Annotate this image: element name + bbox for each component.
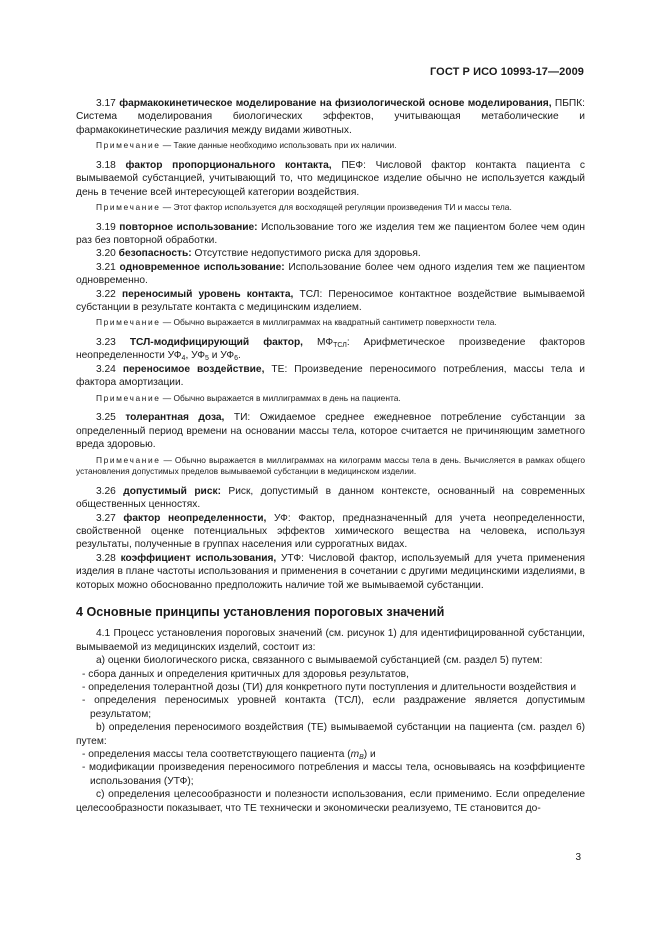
term-3-28: 3.28 коэффициент использования, УТФ: Числовой фактор, используемый для учета применения изделия в плане частоты использования и применения в сочетании с другими медицинскими изделиями, в которых можно обоснованно предположить наличие той же вымываемой субстанции. (76, 552, 585, 591)
term-3-25: 3.25 толерантная доза, ТИ: Ожидаемое среднее ежедневное потребление субстанции за определенный период времени на основании массы тела, которое считается не причиняющим заметного вреда здоровью. (76, 412, 585, 451)
list-item-b: b) определения переносимого воздействия (ТЕ) вымываемой субстанции на пациента (см. раздел 6) путем: (76, 722, 585, 747)
term-3-18: 3.18 фактор пропорционального контакта, ПЕФ: Числовой фактор контакта пациента с вымываемой субстанцией, учитывающий то, что медицинское изделие обычно не используется каждый день в течение всей интересующей категории воздействия. (76, 159, 586, 198)
page-number: 3 (575, 852, 581, 863)
term-name: переносимый уровень контакта, (121, 288, 294, 300)
term-name: переносимое воздействие, (122, 363, 265, 375)
document-body (76, 97, 585, 815)
document-header: ГОСТ Р ИСО 10993-17—2009 (429, 66, 584, 78)
term-name: фактор неопределенности, (123, 512, 267, 524)
term-name: безопасность: (118, 248, 192, 260)
note: Примечание — Этот фактор используется для восходящей регуляции произведения ТИ и массы тела. (96, 202, 512, 213)
term-name: толерантная доза, (125, 412, 225, 424)
term-3-17: 3.17 фармакокинетическое моделирование на физиологической основе моделирования, ПБПК: Система моделирования биологических эффектов, учитывающая метаболические и фармакокинетические различия между видами животных. (76, 98, 585, 136)
term-name: коэффициент использования, (120, 552, 277, 564)
term-name: ТСЛ-модифицирующий фактор, (129, 337, 304, 349)
list-item: - определения массы тела соответствующего пациента $(m_B)$ и (82, 749, 376, 761)
term-3-21: 3.21 одновременное использование: Использование более чем одного изделия тем же пациентом одновременно. (76, 261, 585, 287)
paragraph-4-1: 4.1 Процесс установления пороговых значений (см. рисунок 1) для идентифицированной субстанции, вымываемой из медицинских изделий, состоит из: (76, 628, 585, 653)
note: Примечание — Обычно выражается в миллиграммах на квадратный сантиметр поверхности тела. (96, 317, 497, 328)
section-heading: 4 Основные принципы установления пороговых значений (76, 604, 445, 619)
term-name: фактор пропорционального контакта, (125, 159, 332, 171)
term-3-24: 3.24 переносимое воздействие, ТЕ: Произведение переносимого потребления, массы тела и фактора амортизации. (76, 363, 585, 389)
list-item: - определения толерантной дозы (ТИ) для конкретного пути поступления и длительности воздействия и (82, 681, 577, 693)
term-name: фармакокинетическое моделирование на физиологической основе моделирования, (119, 98, 552, 109)
list-item-c: c) определения целесообразности и полезности использования, если применимо. Если определение целесообразности показывает, что ТЕ технически и экономически реализуемо, ТЕ становится до- (76, 789, 585, 814)
term-name: допустимый риск: (123, 485, 221, 497)
term-3-23: 3.23 ТСЛ-модифицирующий фактор, $МФ_{ТСЛ}$: Арифметическое произведение факторов неопределенности $УФ_4$, $УФ_5$ и $УФ_6$. (76, 337, 585, 363)
note: Примечание — Обычно выражается в миллиграммах на килограмм массы тела в день. Вычисляется в рамках общего установления допустимых пределов вымываемой субстанции в медицинском изделии. (76, 454, 585, 477)
term-3-22: 3.22 переносимый уровень контакта, ТСЛ: Переносимое контактное воздействие вымываемой субстанции в результате контакта с медицинским изделием. (76, 288, 585, 314)
term-3-26: 3.26 допустимый риск: Риск, допустимый в данном контексте, основанный на современных общественных ценностях. (76, 485, 585, 511)
term-name: одновременное использование: (119, 261, 285, 273)
list-item: - определения переносимых уровней контакта (ТСЛ), если раздражение является допустимым результатом; (82, 695, 585, 720)
note: Примечание — Такие данные необходимо использовать при их наличии. (96, 140, 397, 151)
list-item: - модификации произведения переносимого потребления и массы тела, основываясь на коэффициенте использования (УТФ); (82, 762, 585, 787)
list-item-a: a) оценки биологического риска, связанного с вымываемой субстанцией (см. раздел 5) путем: (96, 655, 543, 667)
term-3-19: 3.19 повторное использование: Использование того же изделия тем же пациентом более чем один раз без повторной обработки. (76, 221, 585, 247)
term-name: повторное использование: (119, 221, 258, 233)
term-3-20: 3.20 безопасность: Отсутствие недопустимого риска для здоровья. (96, 248, 421, 260)
note: Примечание — Обычно выражается в миллиграммах в день на пациента. (96, 392, 401, 403)
list-item: - сбора данных и определения критичных для здоровья результатов, (82, 668, 409, 680)
term-3-27: 3.27 фактор неопределенности, УФ: Фактор, предназначенный для учета неопределенности, свойственной оценке потенциальных эффектов химического вещества на человека, используя результаты, полученные в группах населения или суррогатных видах. (76, 512, 585, 551)
